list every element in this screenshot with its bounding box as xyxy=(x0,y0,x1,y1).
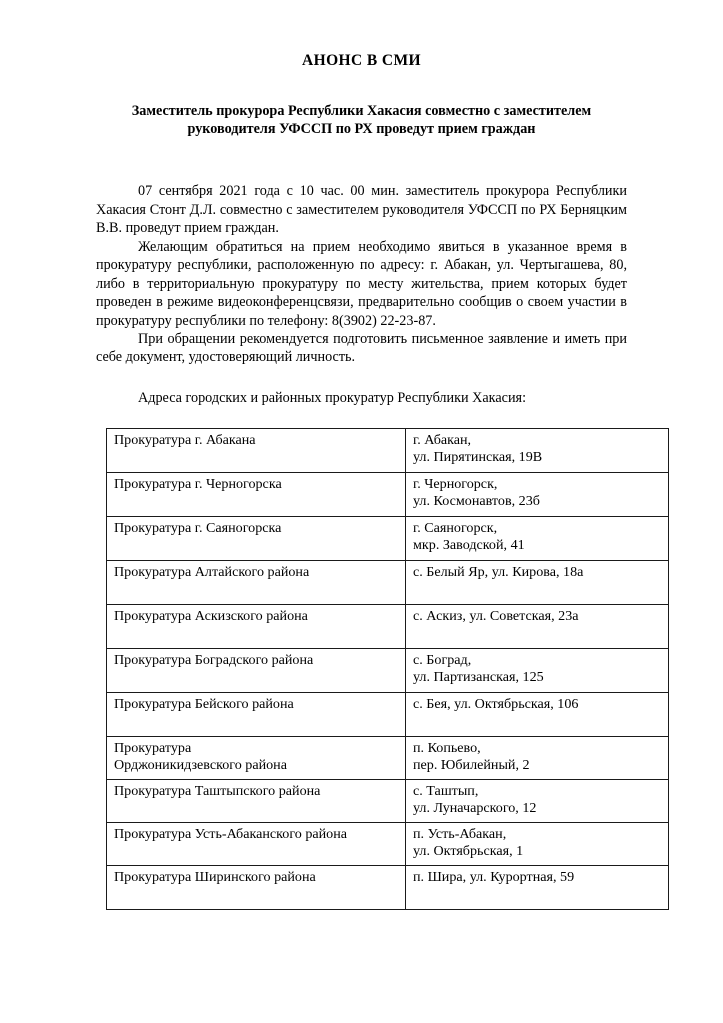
office-address-cell xyxy=(406,737,669,780)
address-line-2: пер. Юбилейный, 2 xyxy=(413,757,530,774)
prosecutor-offices-table xyxy=(106,428,669,910)
address-line-1: г. Черногорск, xyxy=(413,476,498,492)
office-address-cell xyxy=(406,865,669,909)
page-title: АНОНС В СМИ xyxy=(302,52,421,69)
office-address-cell xyxy=(406,779,669,822)
office-name: Прокуратура Аскизского района xyxy=(114,608,308,624)
office-name-cell xyxy=(107,693,406,737)
office-address-cell xyxy=(406,693,669,737)
office-name: Прокуратура г. Абакана xyxy=(114,432,256,448)
office-address-cell xyxy=(406,605,669,649)
table-body xyxy=(107,429,669,910)
office-address-cell xyxy=(406,561,669,605)
office-name: Прокуратура Алтайского района xyxy=(114,564,310,580)
address-line-1: с. Белый Яр, ул. Кирова, 18а xyxy=(413,564,584,580)
address-line-2: ул. Космонавтов, 23б xyxy=(413,493,540,510)
office-name: Прокуратура Боградского района xyxy=(114,652,314,668)
office-address-cell xyxy=(406,517,669,561)
address-line-1: с. Бея, ул. Октябрьская, 106 xyxy=(413,696,579,712)
office-address-cell xyxy=(406,473,669,517)
table-row xyxy=(107,822,669,865)
document-body xyxy=(96,0,627,407)
office-name: Прокуратура г. Саяногорска xyxy=(114,520,282,536)
office-name-cell xyxy=(107,473,406,517)
office-name: Прокуратура Бейского района xyxy=(114,696,294,712)
table-row xyxy=(107,561,669,605)
address-line-1: п. Шира, ул. Курортная, 59 xyxy=(413,868,575,885)
address-line-1: с. Таштып, xyxy=(413,782,479,799)
table-row xyxy=(107,649,669,693)
office-name-cell xyxy=(107,737,406,780)
address-line-2: мкр. Заводской, 41 xyxy=(413,537,525,554)
table-row xyxy=(107,865,669,909)
document-subtitle: Заместитель прокурора Республики Хакасия совместно с заместителем руководителя УФССП по РХ проведут прием граждан xyxy=(131,103,592,138)
address-line-1: г. Саяногорск, xyxy=(413,520,498,536)
office-name-cell xyxy=(107,779,406,822)
table-row xyxy=(107,693,669,737)
table-row xyxy=(107,429,669,473)
office-name: Прокуратура г. Черногорска xyxy=(114,476,282,492)
table-caption: Адреса городских и районных прокуратур Республики Хакасия: xyxy=(138,389,527,406)
office-name-line-1: Прокуратура xyxy=(114,740,192,756)
address-line-1: с. Аскиз, ул. Советская, 23а xyxy=(413,608,579,624)
address-line-2: ул. Луначарского, 12 xyxy=(413,800,537,817)
office-name-line-2: Орджоникидзевского района xyxy=(114,757,287,774)
office-name: Прокуратура Усть-Абаканского района xyxy=(114,825,348,842)
address-line-1: п. Усть-Абакан, xyxy=(413,825,507,842)
address-line-2: ул. Пирятинская, 19В xyxy=(413,449,543,466)
office-address-cell xyxy=(406,649,669,693)
address-line-1: с. Боград, xyxy=(413,652,472,668)
office-name-cell xyxy=(107,517,406,561)
office-name-cell xyxy=(107,822,406,865)
table-row xyxy=(107,605,669,649)
office-address-cell xyxy=(406,429,669,473)
paragraph-recommendation: При обращении рекомендуется подготовить письменное заявление и иметь при себе документ, удостоверяющий личность. xyxy=(96,330,627,366)
office-address-cell xyxy=(406,822,669,865)
office-name-cell xyxy=(107,561,406,605)
office-name: Прокуратура Ширинского района xyxy=(114,868,316,885)
table-row xyxy=(107,473,669,517)
table-row xyxy=(107,517,669,561)
office-name-cell xyxy=(107,605,406,649)
paragraph-instructions: Желающим обратиться на прием необходимо явиться в указанное время в прокуратуру республики, расположенную по адресу: г. Абакан, ул. Чертыгашева, 80, либо в территориальную прокуратуру по месту жительства, прием которых будет проведен в режиме видеоконференцсвязи, предварительно сообщив о своем участии в прокуратуру республики по телефону: 8(3902) 22-23-87. xyxy=(96,238,627,329)
paragraph-announcement: 07 сентября 2021 года с 10 час. 00 мин. заместитель прокурора Республики Хакасия Стонт Д.Л. совместно с заместителем руководителя УФССП по РХ Берняцким В.В. проведут прием граждан. xyxy=(96,183,627,237)
table-row xyxy=(107,779,669,822)
address-line-1: п. Копьево, xyxy=(413,740,481,756)
office-name-cell xyxy=(107,865,406,909)
office-name-cell xyxy=(107,649,406,693)
table-row xyxy=(107,737,669,780)
office-name-cell xyxy=(107,429,406,473)
address-line-2: ул. Партизанская, 125 xyxy=(413,669,544,686)
office-name: Прокуратура Таштыпского района xyxy=(114,782,321,799)
address-line-1: г. Абакан, xyxy=(413,432,472,448)
address-line-2: ул. Октябрьская, 1 xyxy=(413,843,524,860)
